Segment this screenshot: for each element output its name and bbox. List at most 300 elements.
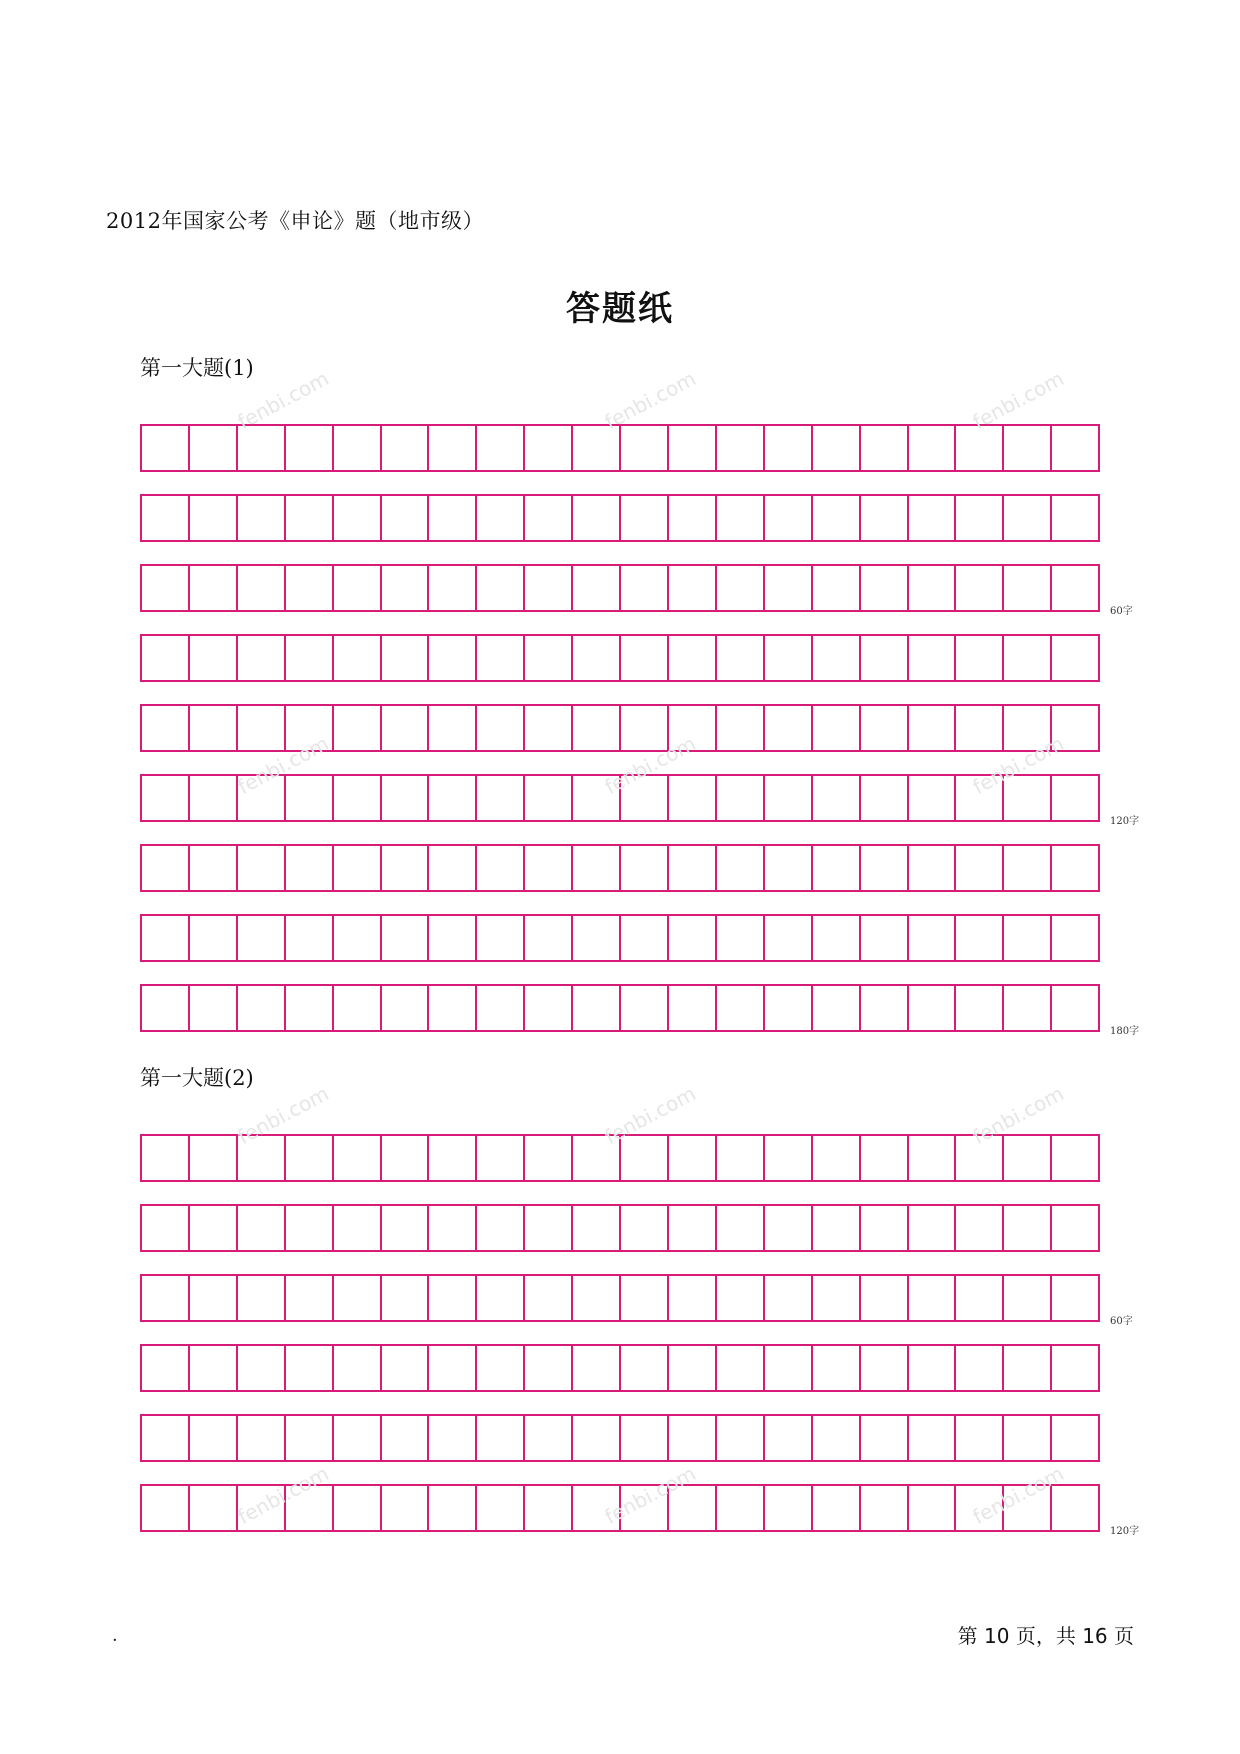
grid-cell[interactable] (477, 1276, 525, 1320)
grid-cell[interactable] (717, 1206, 765, 1250)
grid-cell[interactable] (573, 566, 621, 610)
grid-cell[interactable] (621, 1136, 669, 1180)
grid-cell[interactable] (621, 1416, 669, 1460)
grid-cell[interactable] (142, 1136, 190, 1180)
grid-cell[interactable] (190, 1136, 238, 1180)
grid-cell[interactable] (382, 916, 430, 960)
grid-cell[interactable] (621, 1276, 669, 1320)
grid-cell[interactable] (621, 496, 669, 540)
grid-cell[interactable] (142, 776, 190, 820)
grid-cell[interactable] (573, 1416, 621, 1460)
grid-cell[interactable] (669, 1206, 717, 1250)
grid-cell[interactable] (909, 986, 957, 1030)
grid-cell[interactable] (238, 776, 286, 820)
grid-cell[interactable] (334, 776, 382, 820)
grid-cell[interactable] (765, 1416, 813, 1460)
grid-cell[interactable] (813, 636, 861, 680)
grid-cell[interactable] (477, 1416, 525, 1460)
grid-cell[interactable] (813, 1206, 861, 1250)
grid-cell[interactable] (238, 846, 286, 890)
grid-cell[interactable] (382, 566, 430, 610)
grid-cell[interactable] (573, 1206, 621, 1250)
grid-cell[interactable] (909, 1416, 957, 1460)
grid-cell[interactable] (621, 636, 669, 680)
grid-cell[interactable] (142, 1206, 190, 1250)
grid-cell[interactable] (813, 846, 861, 890)
grid-cell[interactable] (1004, 636, 1052, 680)
grid-cell[interactable] (765, 1486, 813, 1530)
grid-cell[interactable] (525, 636, 573, 680)
grid-cell[interactable] (861, 1416, 909, 1460)
grid-cell[interactable] (956, 1346, 1004, 1390)
grid-cell[interactable] (621, 706, 669, 750)
grid-cell[interactable] (909, 1276, 957, 1320)
grid-cell[interactable] (429, 986, 477, 1030)
grid-cell[interactable] (956, 1206, 1004, 1250)
grid-cell[interactable] (909, 1206, 957, 1250)
grid-cell[interactable] (621, 1346, 669, 1390)
grid-cell[interactable] (190, 1416, 238, 1460)
grid-cell[interactable] (573, 1276, 621, 1320)
grid-cell[interactable] (190, 1346, 238, 1390)
grid-cell[interactable] (1004, 1416, 1052, 1460)
grid-cell[interactable] (956, 916, 1004, 960)
grid-cell[interactable] (142, 566, 190, 610)
grid-cell[interactable] (382, 986, 430, 1030)
grid-cell[interactable] (525, 1136, 573, 1180)
grid-cell[interactable] (477, 986, 525, 1030)
grid-cell[interactable] (861, 566, 909, 610)
grid-cell[interactable] (382, 1206, 430, 1250)
grid-cell[interactable] (190, 916, 238, 960)
grid-cell[interactable] (573, 1136, 621, 1180)
grid-cell[interactable] (286, 916, 334, 960)
grid-cell[interactable] (765, 566, 813, 610)
grid-cell[interactable] (621, 776, 669, 820)
grid-cell[interactable] (1004, 1346, 1052, 1390)
grid-cell[interactable] (382, 1276, 430, 1320)
grid-cell[interactable] (334, 496, 382, 540)
grid-cell[interactable] (956, 846, 1004, 890)
grid-cell[interactable] (525, 1276, 573, 1320)
grid-cell[interactable] (142, 1346, 190, 1390)
grid-cell[interactable] (909, 916, 957, 960)
grid-cell[interactable] (334, 1486, 382, 1530)
grid-cell[interactable] (813, 426, 861, 470)
grid-cell[interactable] (238, 1346, 286, 1390)
grid-cell[interactable] (669, 776, 717, 820)
grid-cell[interactable] (717, 986, 765, 1030)
grid-cell[interactable] (525, 1486, 573, 1530)
grid-cell[interactable] (573, 636, 621, 680)
grid-cell[interactable] (142, 916, 190, 960)
grid-cell[interactable] (334, 706, 382, 750)
grid-cell[interactable] (956, 1416, 1004, 1460)
grid-cell[interactable] (382, 1416, 430, 1460)
grid-cell[interactable] (573, 846, 621, 890)
grid-cell[interactable] (1052, 1276, 1098, 1320)
grid-cell[interactable] (1004, 776, 1052, 820)
grid-cell[interactable] (382, 1136, 430, 1180)
grid-cell[interactable] (813, 1416, 861, 1460)
grid-cell[interactable] (573, 986, 621, 1030)
grid-cell[interactable] (429, 776, 477, 820)
grid-cell[interactable] (669, 566, 717, 610)
grid-cell[interactable] (190, 1276, 238, 1320)
grid-cell[interactable] (429, 846, 477, 890)
grid-cell[interactable] (286, 1206, 334, 1250)
grid-cell[interactable] (525, 496, 573, 540)
grid-cell[interactable] (334, 1206, 382, 1250)
grid-cell[interactable] (765, 916, 813, 960)
grid-cell[interactable] (956, 706, 1004, 750)
grid-cell[interactable] (717, 1276, 765, 1320)
grid-cell[interactable] (142, 1416, 190, 1460)
grid-cell[interactable] (190, 986, 238, 1030)
grid-cell[interactable] (765, 776, 813, 820)
grid-cell[interactable] (238, 426, 286, 470)
grid-cell[interactable] (861, 916, 909, 960)
grid-cell[interactable] (382, 1346, 430, 1390)
grid-cell[interactable] (1052, 566, 1098, 610)
grid-cell[interactable] (621, 1486, 669, 1530)
grid-cell[interactable] (477, 1206, 525, 1250)
grid-cell[interactable] (142, 1276, 190, 1320)
grid-cell[interactable] (190, 566, 238, 610)
grid-cell[interactable] (286, 566, 334, 610)
grid-cell[interactable] (477, 426, 525, 470)
grid-cell[interactable] (669, 426, 717, 470)
grid-cell[interactable] (382, 636, 430, 680)
grid-cell[interactable] (1004, 986, 1052, 1030)
grid-cell[interactable] (1052, 986, 1098, 1030)
grid-cell[interactable] (621, 426, 669, 470)
grid-cell[interactable] (238, 636, 286, 680)
grid-cell[interactable] (1004, 1206, 1052, 1250)
grid-cell[interactable] (813, 1136, 861, 1180)
grid-cell[interactable] (1004, 1136, 1052, 1180)
grid-cell[interactable] (477, 1346, 525, 1390)
grid-cell[interactable] (861, 1346, 909, 1390)
grid-cell[interactable] (669, 846, 717, 890)
grid-cell[interactable] (813, 496, 861, 540)
grid-cell[interactable] (190, 426, 238, 470)
grid-cell[interactable] (861, 496, 909, 540)
grid-cell[interactable] (477, 846, 525, 890)
grid-cell[interactable] (286, 426, 334, 470)
grid-cell[interactable] (334, 986, 382, 1030)
grid-cell[interactable] (573, 1346, 621, 1390)
grid-cell[interactable] (1052, 706, 1098, 750)
grid-cell[interactable] (286, 1416, 334, 1460)
grid-cell[interactable] (1004, 496, 1052, 540)
grid-cell[interactable] (669, 636, 717, 680)
grid-cell[interactable] (1004, 1486, 1052, 1530)
grid-cell[interactable] (382, 426, 430, 470)
grid-cell[interactable] (717, 496, 765, 540)
grid-cell[interactable] (238, 1136, 286, 1180)
grid-cell[interactable] (1052, 496, 1098, 540)
grid-cell[interactable] (382, 846, 430, 890)
grid-cell[interactable] (286, 1136, 334, 1180)
grid-cell[interactable] (909, 706, 957, 750)
grid-cell[interactable] (190, 636, 238, 680)
grid-cell[interactable] (525, 986, 573, 1030)
grid-cell[interactable] (1052, 636, 1098, 680)
grid-cell[interactable] (717, 636, 765, 680)
grid-cell[interactable] (1004, 1276, 1052, 1320)
grid-cell[interactable] (238, 496, 286, 540)
grid-cell[interactable] (765, 846, 813, 890)
grid-cell[interactable] (1052, 916, 1098, 960)
grid-cell[interactable] (238, 1206, 286, 1250)
grid-cell[interactable] (621, 1206, 669, 1250)
grid-cell[interactable] (334, 636, 382, 680)
grid-cell[interactable] (669, 1346, 717, 1390)
grid-cell[interactable] (861, 776, 909, 820)
grid-cell[interactable] (477, 636, 525, 680)
grid-cell[interactable] (525, 846, 573, 890)
grid-cell[interactable] (861, 636, 909, 680)
grid-cell[interactable] (286, 1346, 334, 1390)
grid-cell[interactable] (1052, 1136, 1098, 1180)
grid-cell[interactable] (861, 706, 909, 750)
grid-cell[interactable] (477, 496, 525, 540)
grid-cell[interactable] (525, 706, 573, 750)
grid-cell[interactable] (621, 986, 669, 1030)
grid-cell[interactable] (765, 636, 813, 680)
grid-cell[interactable] (669, 986, 717, 1030)
grid-cell[interactable] (669, 1276, 717, 1320)
grid-cell[interactable] (669, 1486, 717, 1530)
grid-cell[interactable] (717, 1346, 765, 1390)
grid-cell[interactable] (477, 1486, 525, 1530)
grid-cell[interactable] (477, 566, 525, 610)
grid-cell[interactable] (238, 1276, 286, 1320)
grid-cell[interactable] (813, 916, 861, 960)
grid-cell[interactable] (238, 566, 286, 610)
grid-cell[interactable] (909, 636, 957, 680)
grid-cell[interactable] (429, 636, 477, 680)
grid-cell[interactable] (861, 1276, 909, 1320)
grid-cell[interactable] (813, 1276, 861, 1320)
grid-cell[interactable] (142, 986, 190, 1030)
grid-cell[interactable] (1004, 426, 1052, 470)
grid-cell[interactable] (142, 846, 190, 890)
grid-cell[interactable] (669, 706, 717, 750)
grid-cell[interactable] (286, 706, 334, 750)
grid-cell[interactable] (429, 1486, 477, 1530)
grid-cell[interactable] (334, 846, 382, 890)
grid-cell[interactable] (1052, 846, 1098, 890)
grid-cell[interactable] (765, 496, 813, 540)
grid-cell[interactable] (286, 636, 334, 680)
grid-cell[interactable] (429, 1206, 477, 1250)
grid-cell[interactable] (190, 1486, 238, 1530)
grid-cell[interactable] (813, 1346, 861, 1390)
grid-cell[interactable] (909, 1486, 957, 1530)
grid-cell[interactable] (621, 846, 669, 890)
grid-cell[interactable] (477, 706, 525, 750)
grid-cell[interactable] (525, 1416, 573, 1460)
grid-cell[interactable] (1004, 706, 1052, 750)
grid-cell[interactable] (765, 426, 813, 470)
grid-cell[interactable] (717, 916, 765, 960)
grid-cell[interactable] (717, 1416, 765, 1460)
grid-cell[interactable] (238, 706, 286, 750)
grid-cell[interactable] (861, 1486, 909, 1530)
grid-cell[interactable] (334, 1276, 382, 1320)
grid-cell[interactable] (717, 1486, 765, 1530)
grid-cell[interactable] (573, 776, 621, 820)
grid-cell[interactable] (765, 1276, 813, 1320)
grid-cell[interactable] (142, 636, 190, 680)
grid-cell[interactable] (956, 566, 1004, 610)
grid-cell[interactable] (573, 916, 621, 960)
grid-cell[interactable] (525, 1346, 573, 1390)
grid-cell[interactable] (525, 566, 573, 610)
grid-cell[interactable] (334, 1416, 382, 1460)
grid-cell[interactable] (621, 916, 669, 960)
grid-cell[interactable] (909, 496, 957, 540)
grid-cell[interactable] (956, 1276, 1004, 1320)
grid-cell[interactable] (142, 426, 190, 470)
grid-cell[interactable] (1052, 1206, 1098, 1250)
grid-cell[interactable] (190, 776, 238, 820)
grid-cell[interactable] (429, 1416, 477, 1460)
grid-cell[interactable] (1052, 1346, 1098, 1390)
grid-cell[interactable] (286, 496, 334, 540)
grid-cell[interactable] (861, 1136, 909, 1180)
grid-cell[interactable] (382, 1486, 430, 1530)
grid-cell[interactable] (1052, 1416, 1098, 1460)
grid-cell[interactable] (142, 1486, 190, 1530)
grid-cell[interactable] (765, 986, 813, 1030)
grid-cell[interactable] (1004, 916, 1052, 960)
grid-cell[interactable] (717, 426, 765, 470)
grid-cell[interactable] (573, 706, 621, 750)
grid-cell[interactable] (238, 986, 286, 1030)
grid-cell[interactable] (286, 846, 334, 890)
grid-cell[interactable] (142, 706, 190, 750)
grid-cell[interactable] (861, 426, 909, 470)
grid-cell[interactable] (861, 986, 909, 1030)
grid-cell[interactable] (717, 846, 765, 890)
grid-cell[interactable] (669, 916, 717, 960)
grid-cell[interactable] (429, 426, 477, 470)
grid-cell[interactable] (573, 426, 621, 470)
grid-cell[interactable] (813, 706, 861, 750)
grid-cell[interactable] (238, 1416, 286, 1460)
grid-cell[interactable] (238, 916, 286, 960)
grid-cell[interactable] (334, 1346, 382, 1390)
grid-cell[interactable] (813, 986, 861, 1030)
grid-cell[interactable] (429, 496, 477, 540)
grid-cell[interactable] (813, 566, 861, 610)
grid-cell[interactable] (765, 1136, 813, 1180)
grid-cell[interactable] (190, 1206, 238, 1250)
grid-cell[interactable] (717, 1136, 765, 1180)
grid-cell[interactable] (382, 496, 430, 540)
grid-cell[interactable] (190, 706, 238, 750)
grid-cell[interactable] (861, 846, 909, 890)
grid-cell[interactable] (1004, 846, 1052, 890)
grid-cell[interactable] (909, 1346, 957, 1390)
grid-cell[interactable] (286, 776, 334, 820)
grid-cell[interactable] (1004, 566, 1052, 610)
grid-cell[interactable] (429, 1136, 477, 1180)
grid-cell[interactable] (429, 916, 477, 960)
grid-cell[interactable] (382, 706, 430, 750)
grid-cell[interactable] (669, 496, 717, 540)
grid-cell[interactable] (286, 1486, 334, 1530)
grid-cell[interactable] (334, 916, 382, 960)
grid-cell[interactable] (238, 1486, 286, 1530)
grid-cell[interactable] (525, 1206, 573, 1250)
grid-cell[interactable] (429, 566, 477, 610)
grid-cell[interactable] (956, 1136, 1004, 1180)
grid-cell[interactable] (669, 1416, 717, 1460)
grid-cell[interactable] (190, 846, 238, 890)
grid-cell[interactable] (1052, 1486, 1098, 1530)
grid-cell[interactable] (669, 1136, 717, 1180)
grid-cell[interactable] (334, 426, 382, 470)
grid-cell[interactable] (956, 776, 1004, 820)
grid-cell[interactable] (765, 1206, 813, 1250)
grid-cell[interactable] (429, 1276, 477, 1320)
grid-cell[interactable] (956, 1486, 1004, 1530)
grid-cell[interactable] (765, 706, 813, 750)
grid-cell[interactable] (909, 776, 957, 820)
grid-cell[interactable] (573, 1486, 621, 1530)
grid-cell[interactable] (525, 776, 573, 820)
grid-cell[interactable] (956, 496, 1004, 540)
grid-cell[interactable] (765, 1346, 813, 1390)
grid-cell[interactable] (573, 496, 621, 540)
grid-cell[interactable] (813, 1486, 861, 1530)
grid-cell[interactable] (286, 986, 334, 1030)
grid-cell[interactable] (286, 1276, 334, 1320)
grid-cell[interactable] (1052, 776, 1098, 820)
grid-cell[interactable] (382, 776, 430, 820)
grid-cell[interactable] (956, 986, 1004, 1030)
grid-cell[interactable] (717, 706, 765, 750)
grid-cell[interactable] (813, 776, 861, 820)
grid-cell[interactable] (909, 566, 957, 610)
grid-cell[interactable] (429, 706, 477, 750)
grid-cell[interactable] (525, 426, 573, 470)
grid-cell[interactable] (142, 496, 190, 540)
grid-cell[interactable] (717, 566, 765, 610)
grid-cell[interactable] (1052, 426, 1098, 470)
grid-cell[interactable] (477, 916, 525, 960)
grid-cell[interactable] (334, 1136, 382, 1180)
grid-cell[interactable] (477, 1136, 525, 1180)
grid-cell[interactable] (909, 846, 957, 890)
grid-cell[interactable] (621, 566, 669, 610)
grid-cell[interactable] (909, 1136, 957, 1180)
grid-cell[interactable] (717, 776, 765, 820)
grid-cell[interactable] (956, 636, 1004, 680)
grid-cell[interactable] (861, 1206, 909, 1250)
grid-cell[interactable] (429, 1346, 477, 1390)
grid-cell[interactable] (477, 776, 525, 820)
grid-cell[interactable] (956, 426, 1004, 470)
grid-cell[interactable] (334, 566, 382, 610)
grid-cell[interactable] (190, 496, 238, 540)
grid-cell[interactable] (909, 426, 957, 470)
grid-cell[interactable] (525, 916, 573, 960)
